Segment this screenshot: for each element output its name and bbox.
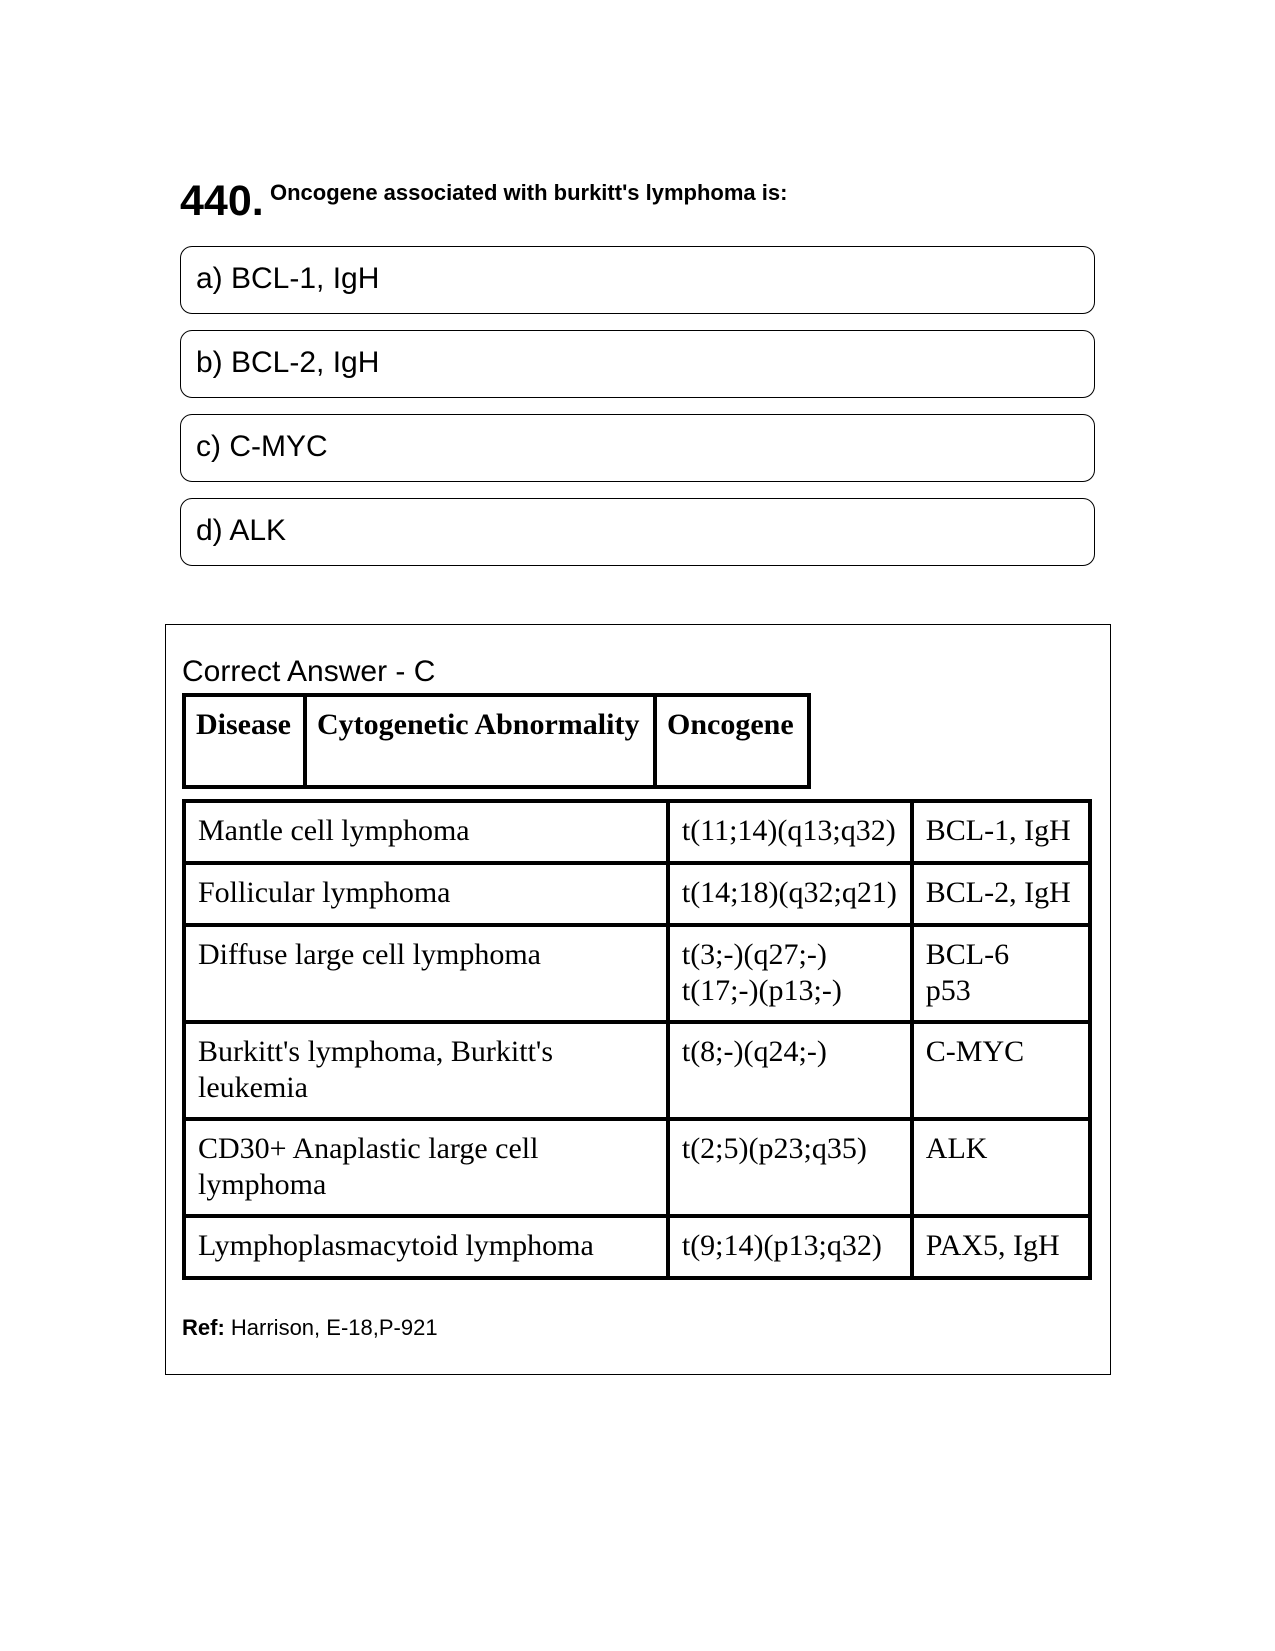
ref-label: Ref:: [182, 1315, 225, 1340]
disease-cell: Lymphoplasmacytoid lymphoma: [184, 1216, 668, 1278]
ref-text: Harrison, E-18,P-921: [230, 1315, 438, 1340]
oncogene-cell: BCL-6 p53: [912, 925, 1090, 1022]
table-row: [184, 1022, 1090, 1119]
oncogene-cell: PAX5, IgH: [912, 1216, 1090, 1278]
reference: [182, 1315, 438, 1341]
disease-cell: Burkitt's lymphoma, Burkitt's leukemia: [184, 1022, 668, 1119]
correct-answer-title: Correct Answer - C: [182, 655, 436, 688]
option-b[interactable]: b) BCL-2, IgH: [180, 330, 1095, 398]
cytogenetic-cell: t(8;-)(q24;-): [668, 1022, 912, 1119]
cytogenetic-cell: t(9;14)(p13;q32): [668, 1216, 912, 1278]
table-row: [184, 1216, 1090, 1278]
oncogene-cell: ALK: [912, 1119, 1090, 1216]
oncogene-cell: C-MYC: [912, 1022, 1090, 1119]
table-row: [184, 801, 1090, 863]
question-number: 440.: [180, 177, 264, 225]
answer-panel: [165, 624, 1111, 1375]
table-row: [184, 1119, 1090, 1216]
option-c[interactable]: c) C-MYC: [180, 414, 1095, 482]
cytogenetic-cell: t(11;14)(q13;q32): [668, 801, 912, 863]
header-oncogene: Oncogene: [655, 695, 809, 787]
lymphoma-table: [182, 799, 1092, 1280]
header-disease: Disease: [184, 695, 305, 787]
header-cytogenetic-abnormality: Cytogenetic Abnormality: [305, 695, 655, 787]
oncogene-cell: BCL-2, IgH: [912, 863, 1090, 925]
table-row: [184, 925, 1090, 1022]
option-a[interactable]: a) BCL-1, IgH: [180, 246, 1095, 314]
disease-cell: Follicular lymphoma: [184, 863, 668, 925]
option-d[interactable]: d) ALK: [180, 498, 1095, 566]
disease-cell: CD30+ Anaplastic large cell lymphoma: [184, 1119, 668, 1216]
cytogenetic-cell: t(14;18)(q32;q21): [668, 863, 912, 925]
disease-cell: Mantle cell lymphoma: [184, 801, 668, 863]
cytogenetic-cell: t(2;5)(p23;q35): [668, 1119, 912, 1216]
question-text: Oncogene associated with burkitt's lymphoma is:: [270, 180, 788, 205]
cytogenetic-cell: t(3;-)(q27;-) t(17;-)(p13;-): [668, 925, 912, 1022]
table-header: [182, 693, 811, 789]
oncogene-cell: BCL-1, IgH: [912, 801, 1090, 863]
table-row: [184, 863, 1090, 925]
disease-cell: Diffuse large cell lymphoma: [184, 925, 668, 1022]
